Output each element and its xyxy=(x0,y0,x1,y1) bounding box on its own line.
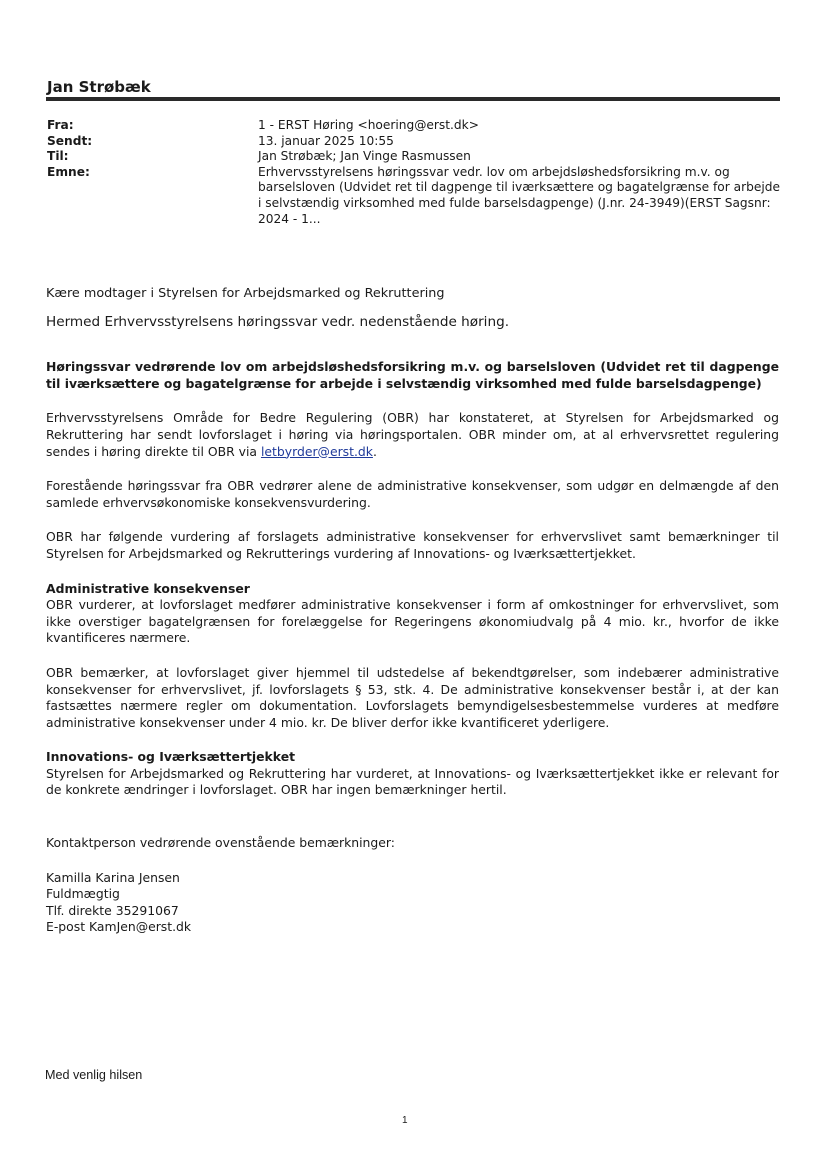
subheading-administrative: Administrative konsekvenser xyxy=(46,580,250,596)
signoff: Med venlig hilsen xyxy=(45,1068,143,1082)
contact-title: Fuldmægtig xyxy=(46,886,120,902)
to-label: Til: xyxy=(47,149,69,164)
paragraph-assessment: OBR har følgende vurdering af forslagets administrative konsekvenser for erhvervslivet samt bemærkninger til Styrelsen for Arbejdsmarked og Rekrutterings vurdering af Innovations- og Iværksættertjekket. xyxy=(46,529,779,561)
paragraph-administrative-2: OBR bemærker, at lovforslaget giver hjemmel til udstedelse af bekendtgørelser, som indebærer administrative konsekvenser for erhvervslivet, jf. lovforslagets § 53, stk. 4. De administrative konsekvenser består i, at der kan fastsættes nærmere regler om dokumentation. Lovforslagets bemyndigelsesbestemmelse vurderes at medføre administrative konsekvenser under 4 mio. kr. De bliver derfor ikke kvantificeret yderligere. xyxy=(46,664,779,730)
subject-label: Emne: xyxy=(47,164,90,179)
contact-name: Kamilla Karina Jensen xyxy=(46,869,180,885)
sent-row xyxy=(47,134,787,150)
email-header xyxy=(47,118,787,227)
paragraph-obr-notice-text: Erhvervsstyrelsens Område for Bedre Regulering (OBR) har konstateret, at Styrelsen for Arbejdsmarked og Rekruttering har sendt lovforslaget i høring via høringsportalen. OBR minder om, at al erhvervsrettet regulering sendes i høring direkte til OBR via xyxy=(46,410,779,459)
subject-value: Erhvervsstyrelsens høringssvar vedr. lov om arbejdsløshedsforsikring m.v. og barselsloven (Udvidet ret til dagpenge til iværksættere og bagatelgrænse for arbejde i selvstændig virksomhed med fulde barselsdagpenge) (J.nr. 24-3949)(ERST Sagsnr: 2024 - 1... xyxy=(258,164,780,226)
intro-line: Hermed Erhvervsstyrelsens høringssvar vedr. nedenstående høring. xyxy=(46,313,510,330)
greeting: Kære modtager i Styrelsen for Arbejdsmarked og Rekruttering xyxy=(46,286,445,301)
contact-intro: Kontaktperson vedrørende ovenstående bemærkninger: xyxy=(46,835,395,851)
mailbox-owner-name: Jan Strøbæk xyxy=(47,78,151,96)
paragraph-innovation: Styrelsen for Arbejdsmarked og Rekruttering har vurderet, at Innovations- og Iværksættertjekket ikke er relevant for de konkrete ændringer i lovforslaget. OBR har ingen bemærkninger hertil. xyxy=(46,765,779,798)
to-row xyxy=(47,149,787,165)
subheading-innovation: Innovations- og Iværksættertjekket xyxy=(46,749,296,765)
subject-row xyxy=(47,165,787,227)
page-number: 1 xyxy=(402,1115,408,1126)
contact-phone: Tlf. direkte 35291067 xyxy=(46,902,179,918)
email-link[interactable]: letbyrder@erst.dk xyxy=(260,443,373,459)
from-value: 1 - ERST Høring <hoering@erst.dk> xyxy=(258,118,479,132)
email-body xyxy=(46,286,779,936)
header-rule xyxy=(46,97,780,101)
sent-label: Sendt: xyxy=(47,133,93,148)
from-row xyxy=(47,118,787,134)
sent-value: 13. januar 2025 10:55 xyxy=(258,133,394,148)
paragraph-obr-notice xyxy=(46,410,779,460)
contact-email: E-post KamJen@erst.dk xyxy=(46,919,192,935)
paragraph-administrative-1: OBR vurderer, at lovforslaget medfører administrative konsekvenser i form af omkostninger for erhvervslivet, som ikke overstiger bagatelgrænsen for forelæggelse for Regeringens økonomiudvalg på 4 mio. kr., hvorfor de ikke kvantificeres nærmere. xyxy=(46,597,779,646)
response-heading: Høringssvar vedrørende lov om arbejdsløshedsforsikring m.v. og barselsloven (Udvidet ret til dagpenge til iværksættere og bagatelgrænse for arbejde i selvstændig virksomhed med fulde barselsdagpenge) xyxy=(46,359,779,391)
from-label: Fra: xyxy=(47,118,74,132)
to-value: Jan Strøbæk; Jan Vinge Rasmussen xyxy=(258,149,471,164)
paragraph-obr-notice-end: . xyxy=(372,443,377,459)
paragraph-scope: Forestående høringssvar fra OBR vedrører alene de administrative konsekvenser, som udgør en delmængde af den samlede erhvervsøkonomiske konsekvensvurdering. xyxy=(46,478,779,510)
